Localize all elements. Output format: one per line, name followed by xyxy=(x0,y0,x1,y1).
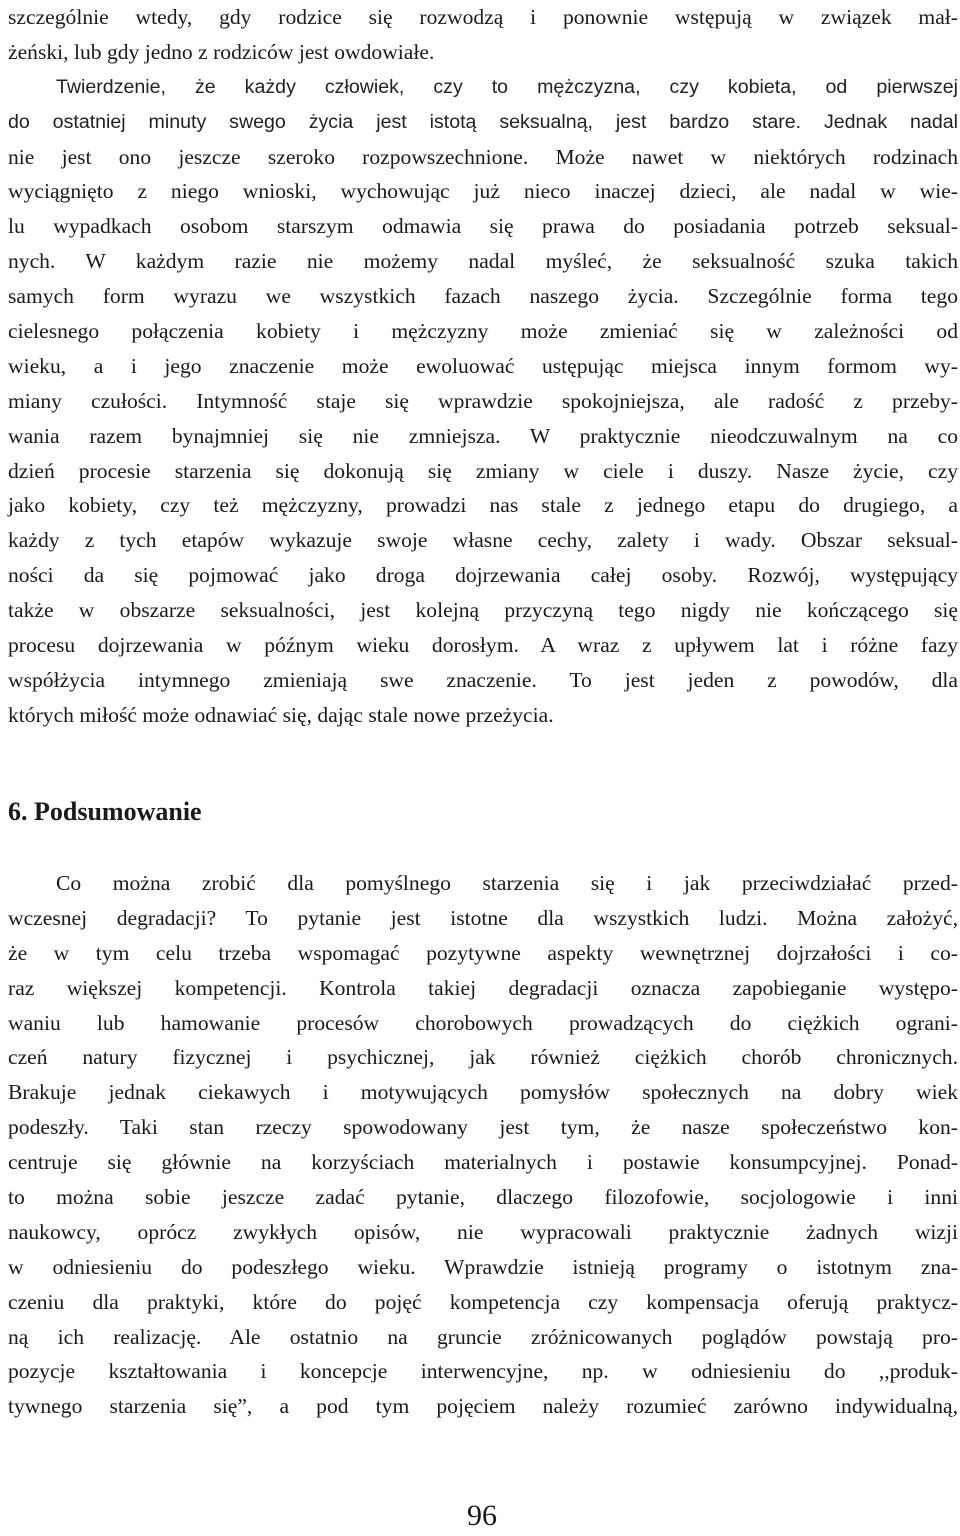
text-line: także w obszarze seksualności, jest kolejną przyczyną tego nigdy nie kończącego się xyxy=(8,598,958,623)
text-line: podeszły. Taki stan rzeczy spowodowany jest tym, że nasze społeczeństwo kon- xyxy=(8,1115,958,1140)
text-line: raz większej kompetencji. Kontrola takiej degradacji oznacza zapobieganie występo- xyxy=(8,975,958,1000)
text-line: wczesnej degradacji? To pytanie jest istotne dla wszystkich ludzi. Można założyć, xyxy=(8,905,958,930)
text-line: naukowcy, oprócz zwykłych opisów, nie wypracowali praktycznie żadnych wizji xyxy=(8,1219,958,1244)
text-line: pozycje kształtowania i koncepcje interwencyjne, np. w odniesieniu do ,,produk- xyxy=(8,1359,958,1384)
text-line: nych. W każdym razie nie możemy nadal myśleć, że seksualność szuka takich xyxy=(8,249,958,274)
text-line: szczególnie wtedy, gdy rodzice się rozwodzą i ponownie wstępują w związek mał- xyxy=(8,5,958,29)
text-line: współżycia intymnego zmieniają swe znaczenie. To jest jeden z powodów, dla xyxy=(8,667,958,692)
section-heading: 6. Podsumowanie xyxy=(8,797,202,826)
text-line: że w tym celu trzeba wspomagać pozytywne aspekty wewnętrznej dojrzałości i co- xyxy=(8,940,958,965)
text-line: żeński, lub gdy jedno z rodziców jest owdowiałe. xyxy=(8,39,435,64)
text-line: wania razem bynajmniej się nie zmniejsza. W praktycznie nieodczuwalnym na co xyxy=(8,423,958,448)
text-line: lu wypadkach osobom starszym odmawia się prawa do posiadania potrzeb seksual- xyxy=(8,214,958,239)
text-line: czeniu dla praktyki, które do pojęć kompetencja czy kompensacja oferują praktycz- xyxy=(8,1289,958,1314)
text-line: ności da się pojmować jako droga dojrzewania całej osoby. Rozwój, występujący xyxy=(8,563,958,588)
text-line: to można sobie jeszcze zadać pytanie, dlaczego filozofowie, socjologowie i inni xyxy=(8,1185,958,1210)
text-line: w odniesieniu do podeszłego wieku. Wprawdzie istnieją programy o istotnym zna- xyxy=(8,1254,958,1279)
text-line: ną ich realizację. Ale ostatnio na gruncie zróżnicowanych poglądów powstają pro- xyxy=(8,1324,958,1349)
text-line: czeń natury fizycznej i psychicznej, jak również ciężkich chorób chronicznych. xyxy=(8,1045,958,1070)
text-line: tywnego starzenia się”, a pod tym pojęciem należy rozumieć zarówno indywidualną, xyxy=(8,1394,958,1419)
text-line: Brakuje jednak ciekawych i motywujących pomysłów społecznych na dobry wiek xyxy=(8,1080,958,1105)
text-line: centruje się głównie na korzyściach materialnych i postawie konsumpcyjnej. Ponad- xyxy=(8,1150,958,1175)
text-line: miany czułości. Intymność staje się wprawdzie spokojniejsza, ale radość z przeby- xyxy=(8,388,958,413)
page-number: 96 xyxy=(467,1499,497,1532)
text-line: nie jest ono jeszcze szeroko rozpowszechnione. Może nawet w niektórych rodzinach xyxy=(8,144,958,169)
text-line: wyciągnięto z niego wnioski, wychowując już nieco inaczej dzieci, ale nadal w wie- xyxy=(8,179,958,204)
text-line: samych form wyrazu we wszystkich fazach naszego życia. Szczególnie forma tego xyxy=(8,284,958,309)
text-line: dzień procesie starzenia się dokonują się zmiany w ciele i duszy. Nasze życie, czy xyxy=(8,458,958,483)
text-line: waniu lub hamowanie procesów chorobowych prowadzących do ciężkich ograni- xyxy=(8,1010,958,1035)
paragraph-1 xyxy=(8,0,958,733)
text-line: każdy z tych etapów wykazuje swoje własne cechy, zalety i wady. Obszar seksual- xyxy=(8,528,958,553)
paragraph-2 xyxy=(8,866,958,1424)
text-line: cielesnego połączenia kobiety i mężczyzny może zmieniać się w zależności od xyxy=(8,319,958,344)
text-line: procesu dojrzewania w późnym wieku dorosłym. A wraz z upływem lat i różne fazy xyxy=(8,633,958,658)
text-line: wieku, a i jego znaczenie może ewoluować ustępując miejsca innym formom wy- xyxy=(8,353,958,378)
text-line: Co można zrobić dla pomyślnego starzenia się i jak przeciwdziałać przed- xyxy=(56,871,958,895)
text-line: jako kobiety, czy też mężczyzny, prowadzi nas stale z jednego etapu do drugiego, a xyxy=(8,493,958,518)
text-line: Twierdzenie, że każdy człowiek, czy to mężczyzna, czy kobieta, od pierwszej xyxy=(56,75,958,98)
text-line: do ostatniej minuty swego życia jest istotą seksualną, jest bardzo stare. Jednak nadal xyxy=(8,110,958,133)
text-line: których miłość może odnawiać się, dając stale nowe przeżycia. xyxy=(8,702,554,727)
